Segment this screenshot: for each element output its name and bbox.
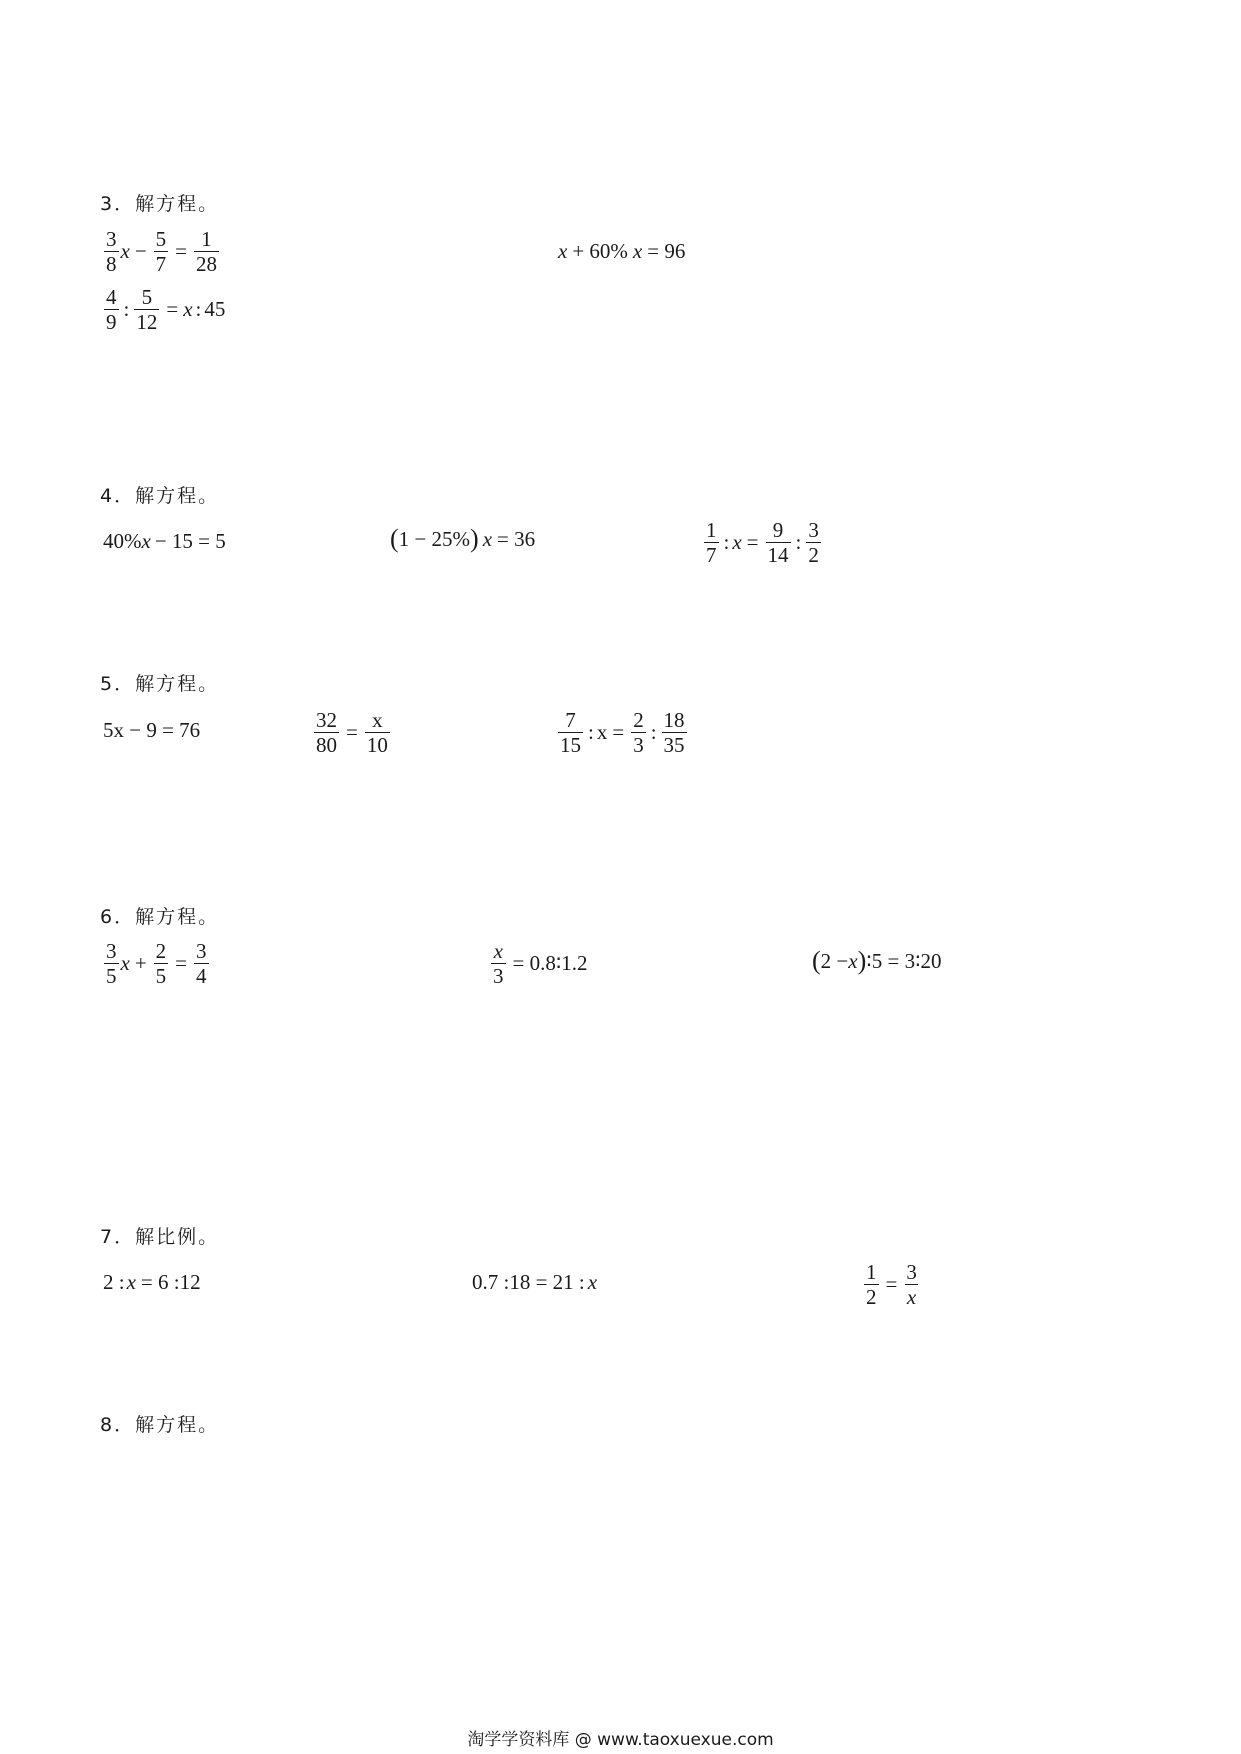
rhs: ∶5 = 3∶20	[866, 948, 942, 973]
denominator: 15	[560, 732, 581, 757]
denominator: 12	[136, 309, 158, 334]
fraction: $\frac{x}{3}$	[493, 938, 504, 988]
denominator: 4	[196, 963, 207, 988]
fraction	[864, 1260, 879, 1309]
denominator: 28	[196, 251, 218, 276]
question-7-title: 7．解比例。	[100, 1226, 220, 1248]
numerator: 3	[906, 1259, 917, 1284]
equation-6a: $\frac{3}{5}$ x + $\frac{2}{5}$ = $\frac{3}{4}$	[106, 938, 207, 988]
term: 0.7 :18 = 21 :	[472, 1269, 585, 1294]
denominator: 10	[366, 732, 388, 757]
equation-4b: ( 1 − 25% ) x = 36	[390, 524, 536, 553]
numerator: 1	[706, 517, 717, 542]
fraction	[314, 708, 339, 757]
denominator: 9	[106, 309, 117, 334]
fraction	[104, 939, 119, 988]
fraction	[154, 939, 169, 988]
numerator: 5	[141, 284, 153, 309]
equation-text: 5x − 9 = 76	[103, 717, 201, 742]
numerator: 3	[106, 226, 117, 251]
equation-7c: $\frac{1}{2}$ = $\frac{3}{x}$	[866, 1259, 917, 1309]
numerator: 4	[106, 284, 117, 309]
numerator: 5	[155, 226, 167, 251]
rhs: − 15 = 5	[154, 528, 226, 553]
equation-7b: 0.7 :18 = 21 : x	[472, 1269, 598, 1294]
fraction	[662, 708, 687, 757]
numerator: 3	[106, 938, 117, 963]
denominator: 8	[106, 251, 117, 276]
numerator: 32	[316, 707, 337, 732]
rhs: = 36	[497, 526, 536, 551]
fraction	[194, 227, 219, 276]
equation-4c: $\frac{1}{7}$ : x = $\frac{9}{14}$ : $\frac{3}{2}$	[706, 517, 819, 567]
term: 2 :	[103, 1269, 125, 1294]
equation-3a: $\frac{3}{8}$ x − $\frac{5}{7}$ = $\frac{1}{28}$	[106, 226, 218, 276]
fraction	[631, 708, 646, 757]
variable: x	[632, 238, 643, 263]
denominator: 2	[808, 542, 819, 567]
rhs: = 6 :12	[140, 1269, 201, 1294]
rhs: 45	[204, 296, 226, 321]
fraction	[134, 285, 159, 334]
equation-3c: $\frac{4}{9}$ : $\frac{5}{12}$ = x : 45	[106, 284, 226, 334]
question-6-title: 6．解方程。	[100, 906, 220, 928]
numerator: 7	[565, 707, 576, 732]
fraction	[154, 227, 169, 276]
numerator: 1	[201, 226, 212, 251]
rhs: = 96	[647, 238, 686, 263]
footer-watermark: 淘学学资料库 @ www.taoxuexue.com	[467, 1730, 774, 1750]
denominator: 35	[663, 732, 685, 757]
term: 2 −	[820, 948, 849, 973]
denominator: 5	[106, 963, 117, 988]
denominator: 80	[316, 732, 337, 757]
numerator: 2	[155, 938, 167, 963]
fraction	[104, 227, 119, 276]
rhs: = 0.8∶1.2	[512, 950, 588, 975]
fraction	[104, 285, 119, 334]
denominator: 3	[633, 732, 644, 757]
fraction	[558, 708, 583, 757]
equation-4a: 40% x − 15 = 5	[103, 528, 226, 553]
denominator: 2	[866, 1284, 877, 1309]
question-5-title: 5．解方程。	[100, 673, 220, 695]
denominator: 5	[155, 963, 167, 988]
numerator: 3	[808, 517, 819, 542]
equation-6c: ( 2 − x ) ∶5 = 3∶20	[812, 946, 942, 975]
term: 1 − 25%	[398, 526, 471, 551]
term: 40%	[103, 528, 142, 553]
numerator: 2	[633, 707, 644, 732]
fraction: $\frac{3}{x}$	[906, 1259, 917, 1309]
fraction	[194, 939, 209, 988]
question-3-title: 3．解方程。	[100, 193, 220, 215]
numerator: 9	[772, 517, 784, 542]
numerator: 1	[866, 1259, 877, 1284]
fraction	[806, 518, 821, 567]
fraction	[766, 518, 791, 567]
numerator: x	[372, 707, 383, 732]
fraction	[365, 708, 390, 757]
numerator: 18	[663, 707, 685, 732]
denominator: 3	[493, 963, 504, 988]
numerator: 3	[196, 938, 207, 963]
equation-5c: $\frac{7}{15}$ : x = $\frac{2}{3}$ : $\frac{18}{35}$	[560, 707, 685, 757]
term: + 60%	[572, 238, 628, 263]
equation-3b	[558, 221, 690, 281]
fraction	[704, 518, 719, 567]
equation-5b: $\frac{32}{80}$ = $\frac{x}{10}$	[316, 707, 388, 757]
question-8-title: 8．解方程。	[100, 1414, 220, 1436]
equation-7a: 2 : x = 6 :12	[103, 1269, 201, 1294]
question-4-title: 4．解方程。	[100, 485, 220, 507]
equation-5a	[103, 700, 200, 760]
equation-6b	[489, 933, 593, 993]
denominator: 7	[155, 251, 167, 276]
variable: x	[558, 238, 568, 263]
denominator: 14	[767, 542, 789, 567]
denominator: 7	[706, 542, 717, 567]
